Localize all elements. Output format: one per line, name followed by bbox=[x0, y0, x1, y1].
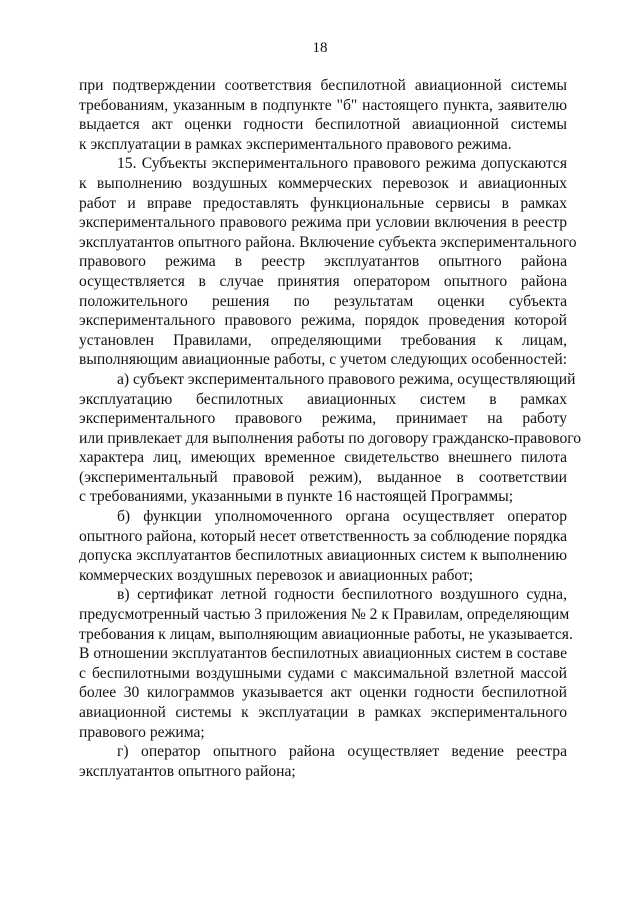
text-line: правового режима; bbox=[79, 723, 205, 741]
text-line: с требованиями, указанными в пункте 16 настоящей Программы; bbox=[79, 488, 514, 506]
paragraph-pv bbox=[79, 585, 573, 742]
paragraph-pg bbox=[79, 742, 567, 781]
paragraph-p0 bbox=[79, 76, 567, 154]
text-line: при подтверждении соответствия беспилотной авиационной системы bbox=[79, 77, 567, 94]
text-line: требованиям, указанным в подпункте "б" настоящего пункта, заявителю bbox=[79, 96, 567, 114]
text-line: допуска эксплуатантов беспилотных авиационных систем к выполнению bbox=[79, 547, 567, 565]
text-line: б) функции уполномоченного органа осуществляет оператор bbox=[117, 508, 567, 526]
text-line: экспериментального правового режима, порядок проведения которой bbox=[79, 312, 567, 330]
text-line: В отношении эксплуатантов беспилотных авиационных систем в составе bbox=[79, 645, 567, 663]
text-line: опытного района, который несет ответственность за соблюдение порядка bbox=[79, 527, 567, 545]
text-line: или привлекает для выполнения работы по договору гражданско-правового bbox=[79, 429, 582, 447]
text-line: коммерческих воздушных перевозок и авиационных работ; bbox=[79, 566, 474, 584]
text-line: положительного решения по результатам оценки субъекта bbox=[79, 292, 567, 310]
text-line: более 30 килограммов указывается акт оценки годности беспилотной bbox=[79, 684, 567, 702]
text-line: предусмотренный частью 3 приложения № 2 к Правилам, определяющим bbox=[79, 606, 570, 624]
text-line: а) субъект экспериментального правового режима, осуществляющий bbox=[117, 370, 576, 388]
paragraph-pa bbox=[79, 370, 582, 507]
text-line: установлен Правилами, определяющими требования к лицам, bbox=[79, 331, 567, 349]
text-line: экспериментального правового режима при условии включения в реестр bbox=[79, 214, 567, 232]
text-line: эксплуатантов опытного района; bbox=[79, 762, 296, 780]
text-line: г) оператор опытного района осуществляет ведение реестра bbox=[117, 743, 567, 761]
text-line: в) сертификат летной годности беспилотного воздушного судна, bbox=[117, 586, 567, 604]
page-number: 18 bbox=[312, 40, 328, 56]
text-line: к эксплуатации в рамках экспериментального правового режима. bbox=[79, 135, 512, 153]
text-line: экспериментального правового режима, принимает на работу bbox=[79, 410, 567, 428]
paragraph-p15 bbox=[79, 154, 577, 370]
body-text bbox=[79, 76, 582, 781]
text-line: правового режима в реестр эксплуатантов опытного района bbox=[79, 253, 567, 271]
text-line: авиационной системы к эксплуатации в рамках экспериментального bbox=[79, 704, 567, 721]
text-line: характера лиц, имеющих временное свидетельство внешнего пилота bbox=[79, 449, 567, 467]
text-line: эксплуатацию беспилотных авиационных систем в рамках bbox=[79, 390, 567, 408]
text-line: требования к лицам, выполняющим авиационные работы, не указывается. bbox=[79, 625, 573, 643]
text-line: (экспериментальный правовой режим), выданное в соответствии bbox=[79, 468, 567, 486]
text-line: осуществляется в случае принятия оператором опытного района bbox=[79, 272, 567, 290]
text-line: с беспилотными воздушными судами с максимальной взлетной массой bbox=[79, 664, 567, 682]
text-line: выдается акт оценки годности беспилотной авиационной системы bbox=[79, 116, 567, 134]
text-line: эксплуатантов опытного района. Включение субъекта экспериментального bbox=[79, 233, 577, 251]
text-line: выполняющим авиационные работы, с учетом следующих особенностей: bbox=[79, 351, 568, 369]
text-line: 15. Субъекты экспериментального правового режима допускаются bbox=[117, 155, 567, 173]
text-line: к выполнению воздушных коммерческих перевозок и авиационных bbox=[79, 174, 567, 192]
text-line: работ и вправе предоставлять функциональные сервисы в рамках bbox=[79, 194, 567, 212]
paragraph-pb bbox=[79, 507, 567, 585]
